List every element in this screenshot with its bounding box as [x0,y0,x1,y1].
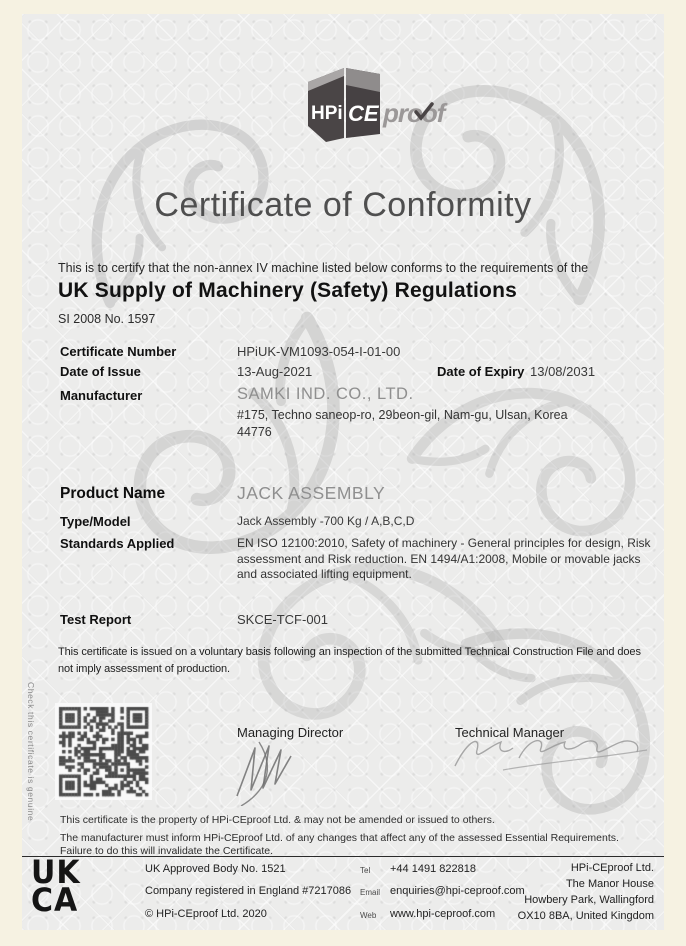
certificate-number-label: Certificate Number [60,344,177,359]
page-title: Certificate of Conformity [154,186,532,224]
test-report-label: Test Report [60,612,132,627]
qr-caption: Check this certificate is genuine [26,682,36,822]
date-of-expiry-value: 13/08/2031 [530,364,596,379]
company-name-text: HPi-CEproof Ltd. [570,862,654,874]
product-name-value: JACK ASSEMBLY [237,483,386,503]
ukca-mark [31,853,81,920]
company-address-line3: Howbery Park, Wallingford [524,894,654,906]
legal-line-1: This certificate is the property of HPi-CEproof Ltd. & may not be amended or issued to others. [60,814,495,826]
date-of-expiry-label: Date of Expiry [437,364,525,379]
technical-manager-signature [447,726,659,787]
type-model-value: Jack Assembly -700 Kg / A,B,C,D [237,514,415,528]
technical-manager-label: Technical Manager [455,725,565,740]
voluntary-note: This certificate is issued on a voluntary basis following an inspection of the submitted Technical Construction File and does not imply assessment of production. [58,646,641,675]
hpi-ceproof-logo [306,64,466,144]
approved-body-text: UK Approved Body No. 1521 [145,863,286,875]
manufacturer-address-line2: 44776 [237,425,272,439]
date-of-issue-value: 13-Aug-2021 [237,364,313,379]
test-report-value: SKCE-TCF-001 [237,612,329,627]
ukca-ca-text: CA [31,881,79,920]
logo-proof-text: proof [383,98,445,128]
footer-divider [22,856,664,857]
ukca-uk-text: UK [31,853,81,892]
date-of-issue-label: Date of Issue [60,364,141,379]
email-value: enquiries@hpi-ceproof.com [390,885,525,897]
web-value: www.hpi-ceproof.com [390,908,496,920]
logo-shield-icon [306,64,466,144]
legal-line-3: Failure to do this will invalidate the Certificate. [60,845,274,857]
managing-director-signature [225,734,320,811]
certificate-page [22,14,664,930]
company-address-line4: OX10 8BA, United Kingdom [517,910,654,922]
email-label: Email [360,888,381,897]
intro-line: This is to certify that the non-annex IV machine listed below conforms to the requirements of the [58,261,589,275]
company-registration-text: Company registered in England #7217086 [145,885,352,897]
web-label: Web [360,911,377,920]
standards-applied-label: Standards Applied [60,536,175,551]
tel-value: +44 1491 822818 [390,863,476,875]
logo-hpi-text: HPi [311,103,343,124]
managing-director-label: Managing Director [237,725,344,740]
certificate-number-value: HPiUK-VM1093-054-I-01-00 [237,344,401,359]
si-number: SI 2008 No. 1597 [58,312,156,326]
manufacturer-address-line1: #175, Techno saneop-ro, 29beon-gil, Nam-gu, Ulsan, Korea [237,408,568,422]
logo-ce-text: CE [348,101,379,126]
tel-label: Tel [360,866,371,875]
standards-applied-value: EN ISO 12100:2010, Safety of machinery - General principles for design, Risk assessment and Risk reduction. EN 1494/A1:2008, Mobile or movable jacks and associated lifting equipment. [237,536,651,581]
regulation-heading: UK Supply of Machinery (Safety) Regulations [58,279,517,302]
type-model-label: Type/Model [60,514,131,529]
company-address-line2: The Manor House [565,878,654,890]
manufacturer-name: SAMKI IND. CO., LTD. [237,385,414,403]
copyright-text: © HPi-CEproof Ltd. 2020 [145,908,267,920]
manufacturer-label: Manufacturer [60,388,143,403]
legal-line-2: The manufacturer must inform HPi-CEproof Ltd. of any changes that affect any of the assessed Essential Requirements. [60,832,619,844]
qr-code [55,703,152,800]
product-name-label: Product Name [60,485,166,502]
